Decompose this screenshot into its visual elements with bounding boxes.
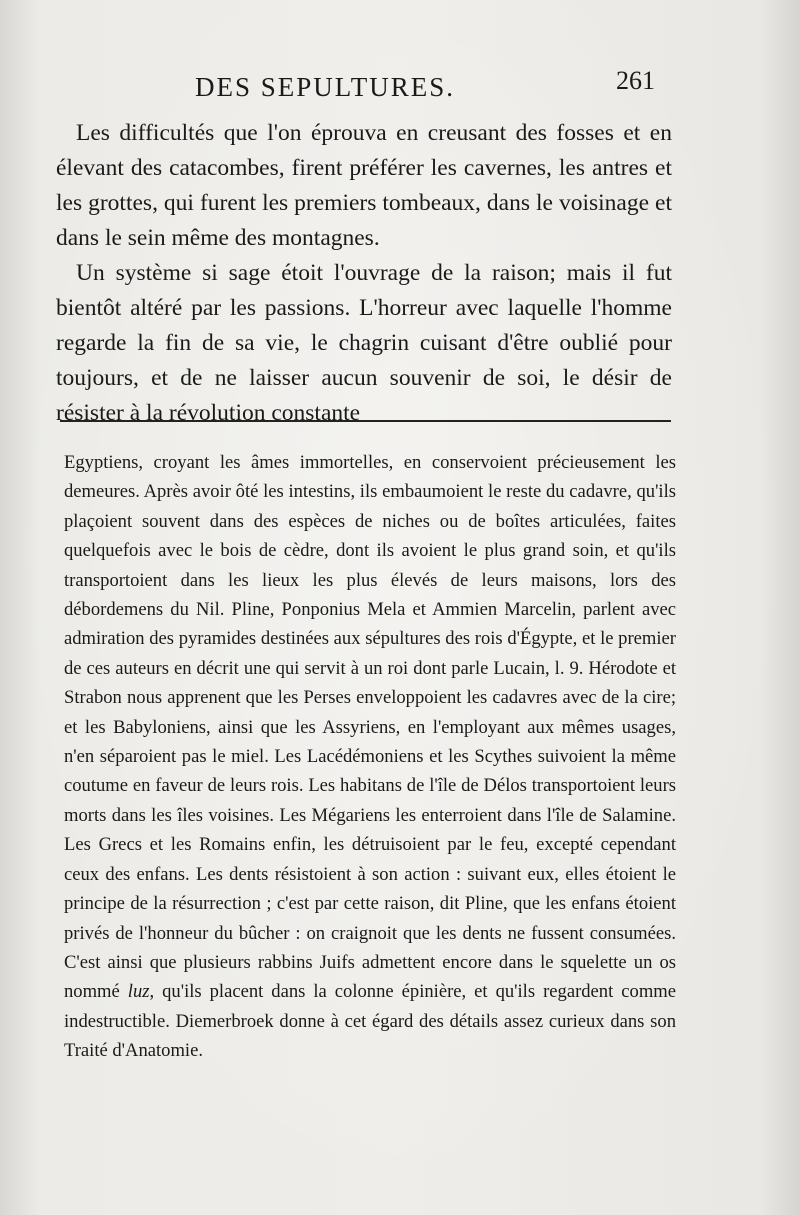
- footnote-paragraph: [64, 448, 676, 1066]
- running-head: DES SEPULTURES.: [195, 72, 456, 102]
- page-number: 261: [616, 66, 655, 95]
- paragraph-text: Un système si sage étoit l'ouvrage de la raison; mais il fut bientôt altéré par les passions. L'horreur avec laquelle l'homme regarde la fin de sa vie, le chagrin cuisant d'être oublié pour toujours, et de ne laisser aucun souvenir de soi, le désir de résister à la révolution constante: [56, 260, 672, 426]
- footnote-text-end: , qu'ils placent dans la colonne épinière, et qu'ils regardent comme indestructible. Diemerbroek donne à cet égard des détails assez curieux dans son Traité d'Anatomie.: [64, 981, 676, 1062]
- paragraph: [56, 256, 672, 431]
- footnote-separator: [60, 420, 671, 422]
- paragraph-text: Les difficultés que l'on éprouva en creusant des fosses et en élevant des catacombes, firent préférer les cavernes, les antres et les grottes, qui furent les premiers tombeaux, dans le voisinage et dans le sein même des montagnes.: [56, 120, 672, 251]
- paragraph: [56, 116, 672, 256]
- footnote-text-start: Egyptiens, croyant les âmes immortelles, en conservoient précieusement les demeures. Après avoir ôté les intestins, ils embaumoient le reste du cadavre, qu'ils plaçoient souvent dans des espèces de niches ou de boîtes articulées, faites quelquefois avec le bois de cèdre, dont ils avoient le plus grand soin, et qu'ils transportoient dans les lieux les plus élevés de leurs maisons, lors des débordemens du Nil. Pline, Ponponius Mela et Ammien Marcelin, parlent avec admiration des pyramides destinées aux sépultures des rois d'Égypte, et le premier de ces auteurs en décrit une qui servit à un roi dont parle Lucain, l. 9. Hérodote et Strabon nous apprenent que les Perses enveloppoient les cadavres avec de la cire; et les Babyloniens, ainsi que les Assyriens, en l'employant aux mêmes usages, n'en séparoient pas le miel. Les Lacédémoniens et les Scythes suivoient la même coutume en faveur de leurs rois. Les habitans de l'île de Délos transportoient leurs morts dans les îles voisines. Les Mégariens les enterroient dans l'île de Salamine. Les Grecs et les Romains enfin, les détruisoient par le feu, excepté cependant ceux des enfans. Les dents résistoient à son action : suivant eux, elles étoient le principe de la résurrection ; c'est par cette raison, dit Pline, que les enfans étoient privés de l'honneur du bûcher : on craignoit que les dents ne fussent consumées. C'est ainsi que plusieurs rabbins Juifs admettent encore dans le squelette un os nommé: [64, 452, 676, 1003]
- main-text: [56, 116, 672, 431]
- footnote-italic-term: luz: [127, 981, 150, 1003]
- footnote: [64, 448, 676, 1066]
